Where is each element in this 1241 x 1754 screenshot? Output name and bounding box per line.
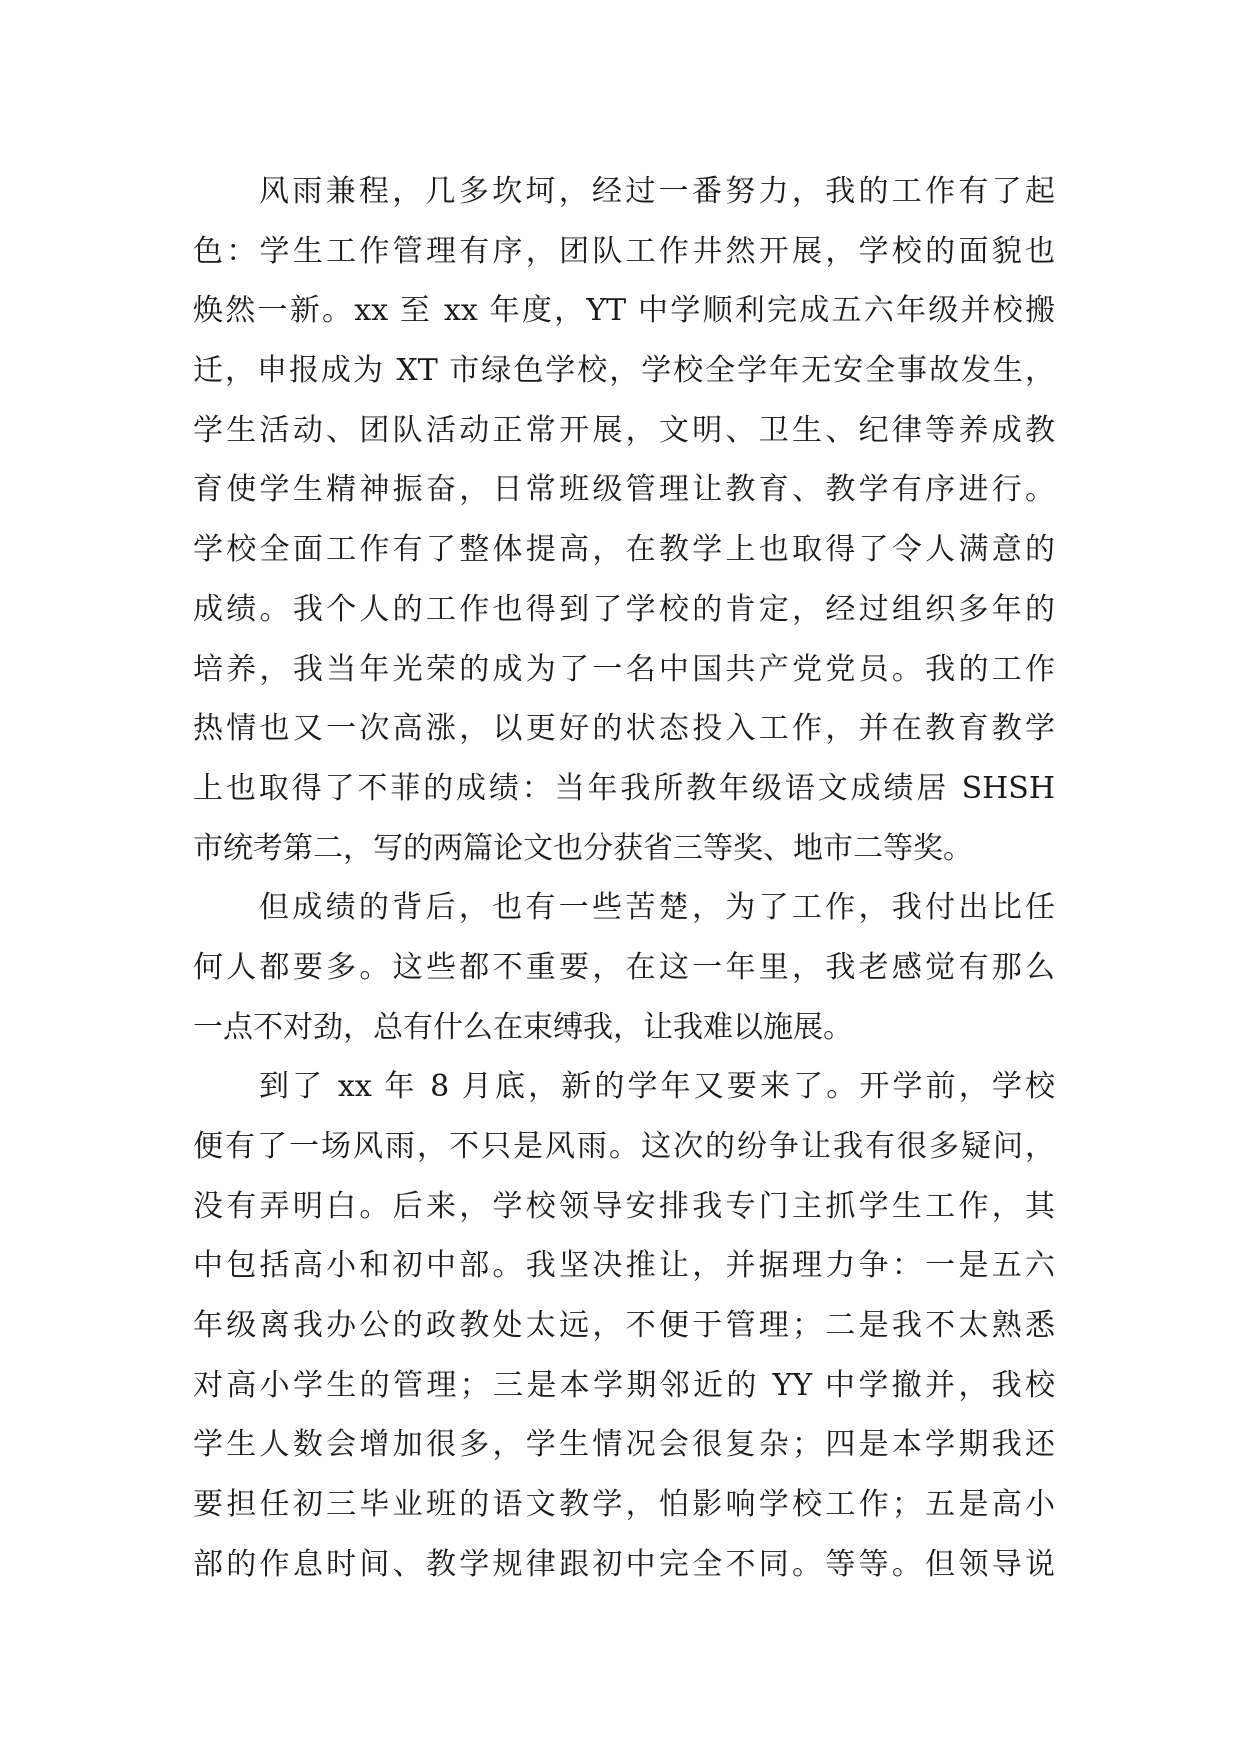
text-line: 色：学生工作管理有序，团队工作井然开展，学校的面貌也 [193, 233, 1055, 269]
text-line: 便有了一场风雨，不只是风雨。这次的纷争让我有很多疑问， [193, 1129, 1055, 1164]
text-line: 成绩。我个人的工作也得到了学校的肯定，经过组织多年的 [193, 591, 1055, 627]
text-line: 要担任初三毕业班的语文教学，怕影响学校工作；五是高小 [193, 1487, 1055, 1523]
text-line: 市统考第二，写的两篇论文也分获省三等奖、地市二等奖。 [193, 830, 973, 866]
text-line: 何人都要多。这些都不重要，在这一年里，我老感觉有那么 [193, 949, 1055, 985]
text-line: 学校全面工作有了整体提高，在教学上也取得了令人满意的 [193, 532, 1055, 568]
text-line: 焕然一新。xx 至 xx 年度，YT 中学顺利完成五六年级并校搬 [193, 293, 1055, 329]
text-line: 对高小学生的管理；三是本学期邻近的 YY 中学撤并，我校 [193, 1367, 1055, 1403]
text-line: 学生活动、团队活动正常开展，文明、卫生、纪律等养成教 [193, 412, 1055, 448]
text-line: 热情也又一次高涨，以更好的状态投入工作，并在教育教学 [193, 711, 1055, 747]
text-line: 一点不对劲，总有什么在束缚我，让我难以施展。 [193, 1009, 853, 1045]
text-line: 但成绩的背后，也有一些苦楚，为了工作，我付出比任 [259, 890, 1055, 926]
text-line: 培养，我当年光荣的成为了一名中国共产党党员。我的工作 [193, 651, 1055, 687]
text-line: 风雨兼程，几多坎坷，经过一番努力，我的工作有了起 [259, 174, 1055, 209]
text-line: 学生人数会增加很多，学生情况会很复杂；四是本学期我还 [193, 1427, 1055, 1463]
document-body [193, 162, 1055, 1595]
text-line: 中包括高小和初中部。我坚决推让，并据理力争：一是五六 [193, 1248, 1055, 1284]
text-line: 没有弄明白。后来，学校领导安排我专门主抓学生工作，其 [193, 1188, 1055, 1224]
text-line: 上也取得了不菲的成绩：当年我所教年级语文成绩居 SHSH [193, 770, 1055, 806]
text-line: 部的作息时间、教学规律跟初中完全不同。等等。但领导说 [193, 1546, 1055, 1582]
text-line: 到了 xx 年 8 月底，新的学年又要来了。开学前，学校 [259, 1069, 1055, 1105]
text-line: 迁，申报成为 XT 市绿色学校，学校全学年无安全事故发生， [193, 353, 1055, 389]
text-line: 年级离我办公的政教处太远，不便于管理；二是我不太熟悉 [193, 1308, 1055, 1344]
text-line: 育使学生精神振奋，日常班级管理让教育、教学有序进行。 [193, 472, 1055, 508]
